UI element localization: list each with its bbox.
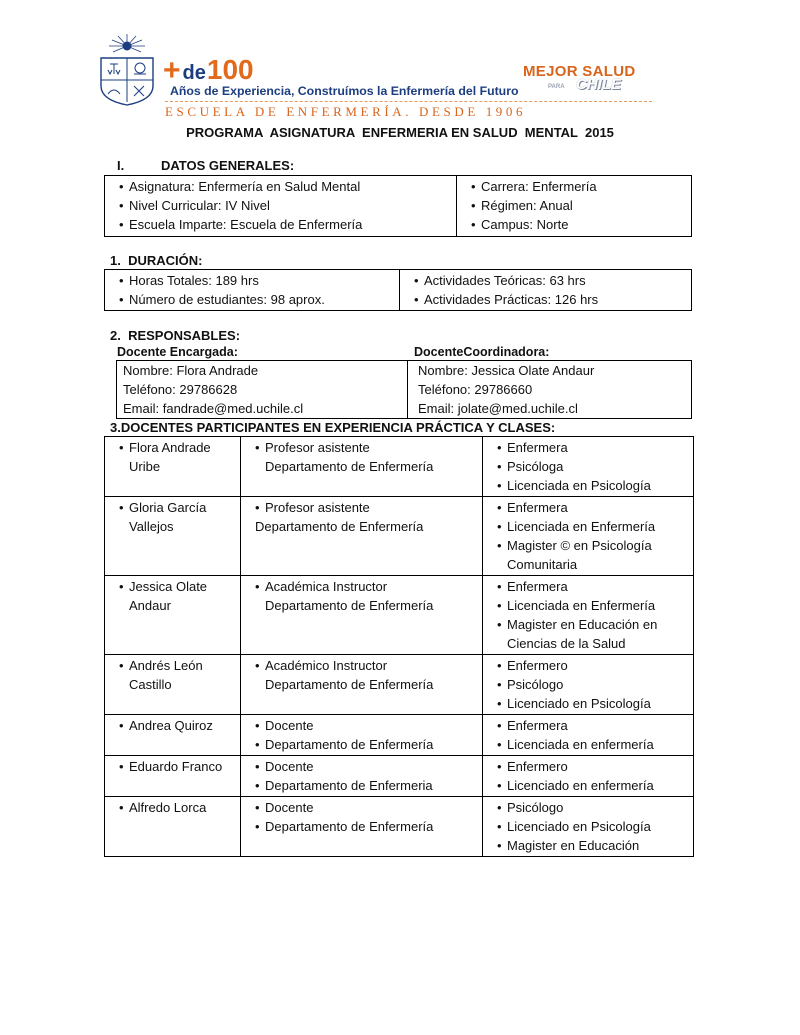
datos-left-cell — [105, 176, 456, 235]
docente-title: • Licenciada en enfermería — [497, 735, 693, 754]
encargada-telefono: Teléfono: 29786628 — [123, 382, 238, 397]
docente-dept: Departamento de Enfermería — [265, 459, 434, 474]
docente-name: • Andrés León — [119, 656, 240, 675]
plus-sign: + — [163, 54, 181, 87]
docente-name: • Gloria García — [119, 498, 240, 517]
docente-title: • Magister en Educación — [497, 836, 693, 855]
docente-role: • Profesor asistente — [255, 438, 482, 457]
docente-name-cont: Castillo — [129, 677, 172, 692]
docente-name-cell — [105, 576, 240, 616]
nivel-item: • Nivel Curricular: IV Nivel — [119, 196, 456, 215]
encargada-cell — [117, 361, 407, 418]
docente-role: • Académico Instructor — [255, 656, 482, 675]
docente-title: • Licenciada en Enfermería — [497, 517, 693, 536]
docente-role-cell — [241, 797, 482, 837]
docente-title: • Licenciado en Psicología — [497, 694, 693, 713]
hundred-number: 100 — [206, 54, 254, 85]
para-word: PARA — [548, 84, 565, 90]
docente-name-cell — [105, 756, 240, 777]
duracion-table — [104, 269, 692, 311]
table-row — [105, 715, 694, 756]
mejor-salud-logo: MEJOR SALUD — [523, 63, 636, 80]
docente-dept: • Departamento de Enfermería — [255, 817, 482, 836]
docente-title: • Enfermera — [497, 438, 693, 457]
docente-role-cell — [241, 715, 482, 755]
table-row — [105, 797, 694, 857]
docente-name-cell — [105, 715, 240, 736]
duracion-heading: 1. DURACIÓN: — [110, 253, 203, 268]
docente-dept: • Departamento de Enfermeria — [255, 776, 482, 795]
docente-title: • Magister © en Psicología — [497, 536, 693, 555]
table-row — [105, 497, 694, 576]
docente-coordinadora-label: DocenteCoordinadora: — [414, 345, 550, 359]
docente-name: • Flora Andrade — [119, 438, 240, 457]
section-i-number: I. — [117, 158, 125, 173]
coordinadora-cell — [408, 361, 691, 418]
encargada-nombre: Nombre: Flora Andrade — [123, 363, 259, 378]
asignatura-item: • Asignatura: Enfermería en Salud Mental — [119, 177, 456, 196]
docente-title: • Psicólogo — [497, 798, 693, 817]
de-word: de — [182, 62, 206, 84]
university-crest-icon — [98, 34, 156, 106]
practicas-item: • Actividades Prácticas: 126 hrs — [414, 290, 691, 309]
docente-name-cont: Uribe — [129, 459, 161, 474]
docente-role: • Académica Instructor — [255, 577, 482, 596]
docente-name-cell — [105, 655, 240, 695]
horas-totales-item: • Horas Totales: 189 hrs — [119, 271, 399, 290]
campus-item: • Campus: Norte — [471, 215, 691, 234]
docente-name: • Andrea Quiroz — [119, 716, 240, 735]
docente-dept: Departamento de Enfermería — [255, 519, 424, 534]
docente-title: • Enfermera — [497, 577, 693, 596]
docente-title: • Enfermera — [497, 716, 693, 735]
docente-titles-cell — [483, 437, 693, 496]
docente-role-cell — [241, 655, 482, 695]
teoricas-item: • Actividades Teóricas: 63 hrs — [414, 271, 691, 290]
docente-name: • Jessica Olate — [119, 577, 240, 596]
docente-role-cell — [241, 576, 482, 616]
docente-titles-cell — [483, 655, 693, 714]
document-title: PROGRAMA ASIGNATURA ENFERMERIA EN SALUD MENTAL 2015 — [186, 125, 614, 140]
encargada-email: Email: fandrade@med.uchile.cl — [123, 401, 304, 416]
docente-name-cell — [105, 497, 240, 537]
docente-titles-cell — [483, 756, 693, 796]
header-divider — [165, 101, 652, 102]
docente-title: • Licenciado en enfermería — [497, 776, 693, 795]
docente-title: • Enfermero — [497, 757, 693, 776]
docentes-heading: 3.DOCENTES PARTICIPANTES EN EXPERIENCIA PRÁCTICA Y CLASES: — [110, 420, 556, 435]
duracion-right-cell — [400, 270, 691, 310]
docente-title: • Licenciado en Psicología — [497, 817, 693, 836]
docente-dept: Departamento de Enfermería — [265, 677, 434, 692]
docente-role: • Profesor asistente — [255, 498, 482, 517]
docente-titles-cell — [483, 497, 693, 575]
coordinadora-email: Email: jolate@med.uchile.cl — [418, 401, 578, 416]
docentes-table — [104, 436, 694, 857]
docente-dept: • Departamento de Enfermería — [255, 735, 482, 754]
section-i-heading: DATOS GENERALES: — [161, 158, 295, 173]
coordinadora-telefono: Teléfono: 29786660 — [418, 382, 533, 397]
docente-title: • Magister en Educación en — [497, 615, 693, 634]
header-slogan: Años de Experiencia, Construímos la Enfermería del Futuro — [170, 84, 519, 98]
duracion-left-cell — [105, 270, 399, 310]
docente-titles-cell — [483, 576, 693, 654]
escuela-item: • Escuela Imparte: Escuela de Enfermería — [119, 215, 456, 234]
table-row — [105, 576, 694, 655]
docente-dept: Departamento de Enfermería — [265, 598, 434, 613]
docente-name-cell — [105, 437, 240, 477]
table-row — [105, 437, 694, 497]
docente-name-cont: Vallejos — [129, 519, 174, 534]
docente-role-cell — [241, 437, 482, 477]
docente-role: • Docente — [255, 716, 482, 735]
responsables-heading: 2. RESPONSABLES: — [110, 328, 241, 343]
table-row — [105, 655, 694, 715]
docente-title: • Licenciada en Psicología — [497, 476, 693, 495]
estudiantes-item: • Número de estudiantes: 98 aprox. — [119, 290, 399, 309]
carrera-item: • Carrera: Enfermería — [471, 177, 691, 196]
docente-name-cont: Andaur — [129, 598, 171, 613]
docente-role-cell — [241, 497, 482, 537]
docente-title: • Psicólogo — [497, 675, 693, 694]
docente-encargada-label: Docente Encargada: — [117, 345, 238, 359]
docente-title-cont: Ciencias de la Salud — [507, 636, 626, 651]
chile-word: CHILE — [576, 76, 621, 93]
responsables-table — [116, 360, 692, 419]
docente-name-cell — [105, 797, 240, 818]
docente-name: • Eduardo Franco — [119, 757, 240, 776]
docente-role: • Docente — [255, 757, 482, 776]
docente-title: • Licenciada en Enfermería — [497, 596, 693, 615]
docente-role-cell — [241, 756, 482, 796]
docente-titles-cell — [483, 715, 693, 755]
datos-right-cell — [457, 176, 691, 235]
docente-title: • Enfermera — [497, 498, 693, 517]
docente-title: • Enfermero — [497, 656, 693, 675]
docente-title-cont: Comunitaria — [507, 557, 578, 572]
docente-name: • Alfredo Lorca — [119, 798, 240, 817]
table-row — [105, 756, 694, 797]
coordinadora-nombre: Nombre: Jessica Olate Andaur — [418, 363, 595, 378]
escuela-banner: ESCUELA DE ENFERMERÍA. DESDE 1906 — [165, 104, 527, 119]
docente-title: • Psicóloga — [497, 457, 693, 476]
docente-role: • Docente — [255, 798, 482, 817]
regimen-item: • Régimen: Anual — [471, 196, 691, 215]
docente-titles-cell — [483, 797, 693, 856]
datos-generales-table — [104, 175, 692, 237]
